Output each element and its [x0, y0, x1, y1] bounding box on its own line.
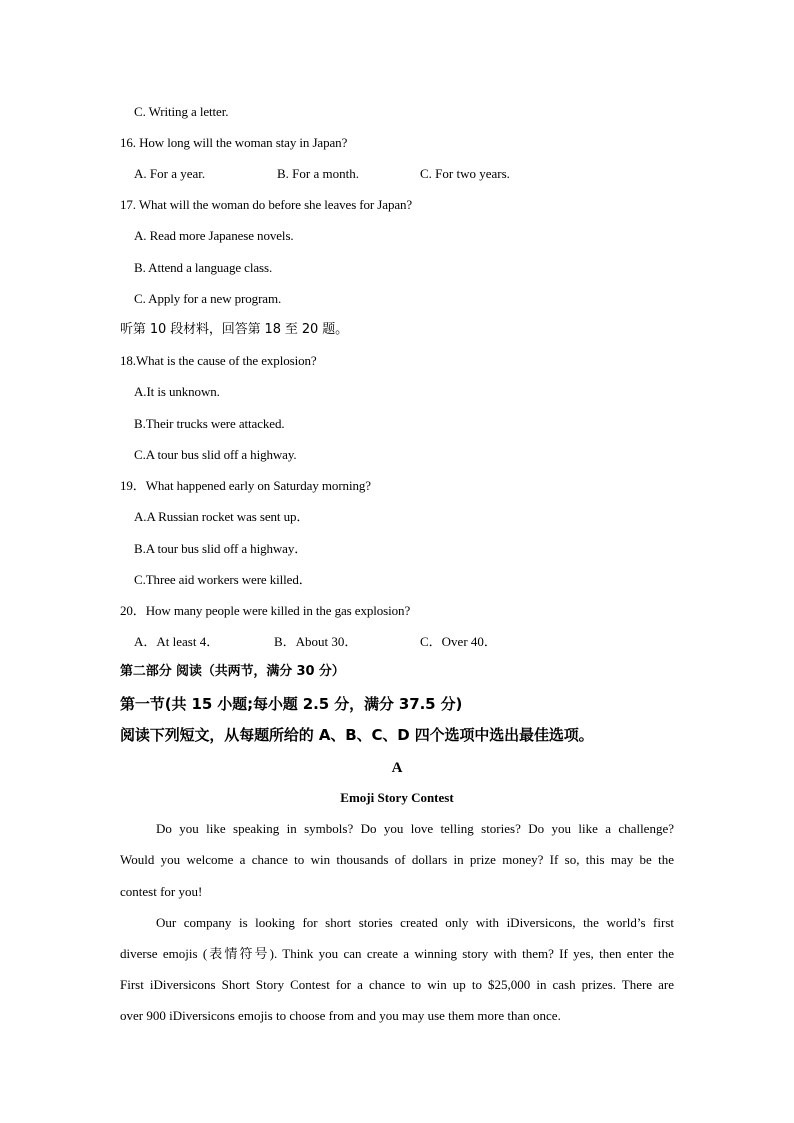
passage-letter: A [391, 760, 403, 776]
paragraph-line: Would you welcome a chance to win thousands of dollars in prize money? If so, this may be the [120, 852, 674, 867]
q17-option-b: B. Attend a language class. [134, 260, 273, 275]
q15-option-c: C. Writing a letter. [134, 104, 229, 119]
q18-option-c: C.A tour bus slid off a highway. [134, 447, 297, 462]
paragraph-line: Do you like speaking in symbols? Do you love telling stories? Do you like a challenge? [156, 821, 674, 836]
section1-heading: 第一节(共 15 小题;每小题 2.5 分，满分 37.5 分) [120, 695, 463, 713]
paragraph-line: over 900 iDiversicons emojis to choose from and you may use them more than once. [120, 1008, 561, 1023]
listening-section-note: 听第 10 段材料，回答第 18 至 20 题。 [120, 322, 349, 337]
q19-option-b: B.A tour bus slid off a highway． [134, 541, 308, 556]
q17-stem: 17. What will the woman do before she leaves for Japan? [120, 197, 413, 212]
q16-option-b: B. For a month. [277, 166, 359, 181]
q20-stem: 20．How many people were killed in the gas explosion? [120, 603, 411, 618]
q18-option-b: B.Their trucks were attacked. [134, 416, 285, 431]
q19-stem: 19．What happened early on Saturday morning? [120, 478, 371, 493]
q19-option-c: C.Three aid workers were killed． [134, 572, 312, 587]
passage-title: Emoji Story Contest [340, 790, 454, 805]
paragraph-line: diverse emojis (表情符号). Think you can create a winning story with them? If yes, then enter the [120, 946, 674, 961]
q20-option-c: C．Over 40． [420, 634, 497, 649]
q16-stem: 16. How long will the woman stay in Japan? [120, 135, 348, 150]
q18-stem: 18.What is the cause of the explosion? [120, 353, 317, 368]
paragraph-line: contest for you! [120, 884, 203, 899]
q18-option-a: A.It is unknown. [134, 384, 220, 399]
q16-option-c: C. For two years. [420, 166, 510, 181]
q16-option-a: A. For a year. [134, 166, 206, 181]
paragraph-line: First iDiversicons Short Story Contest for a chance to win up to $25,000 in cash prizes. There are [120, 977, 674, 992]
q20-option-b: B．About 30． [274, 634, 358, 649]
part2-heading: 第二部分 阅读（共两节，满分 30 分） [120, 664, 345, 679]
q17-option-c: C. Apply for a new program. [134, 291, 282, 306]
q17-option-a: A. Read more Japanese novels. [134, 228, 294, 243]
reading-instructions: 阅读下列短文，从每题所给的 A、B、C、D 四个选项中选出最佳选项。 [120, 726, 594, 744]
q20-option-a: A．At least 4． [134, 634, 220, 649]
q19-option-a: A.A Russian rocket was sent up． [134, 509, 310, 524]
paragraph-line: Our company is looking for short stories created only with iDiversicons, the world’s first [156, 915, 674, 930]
